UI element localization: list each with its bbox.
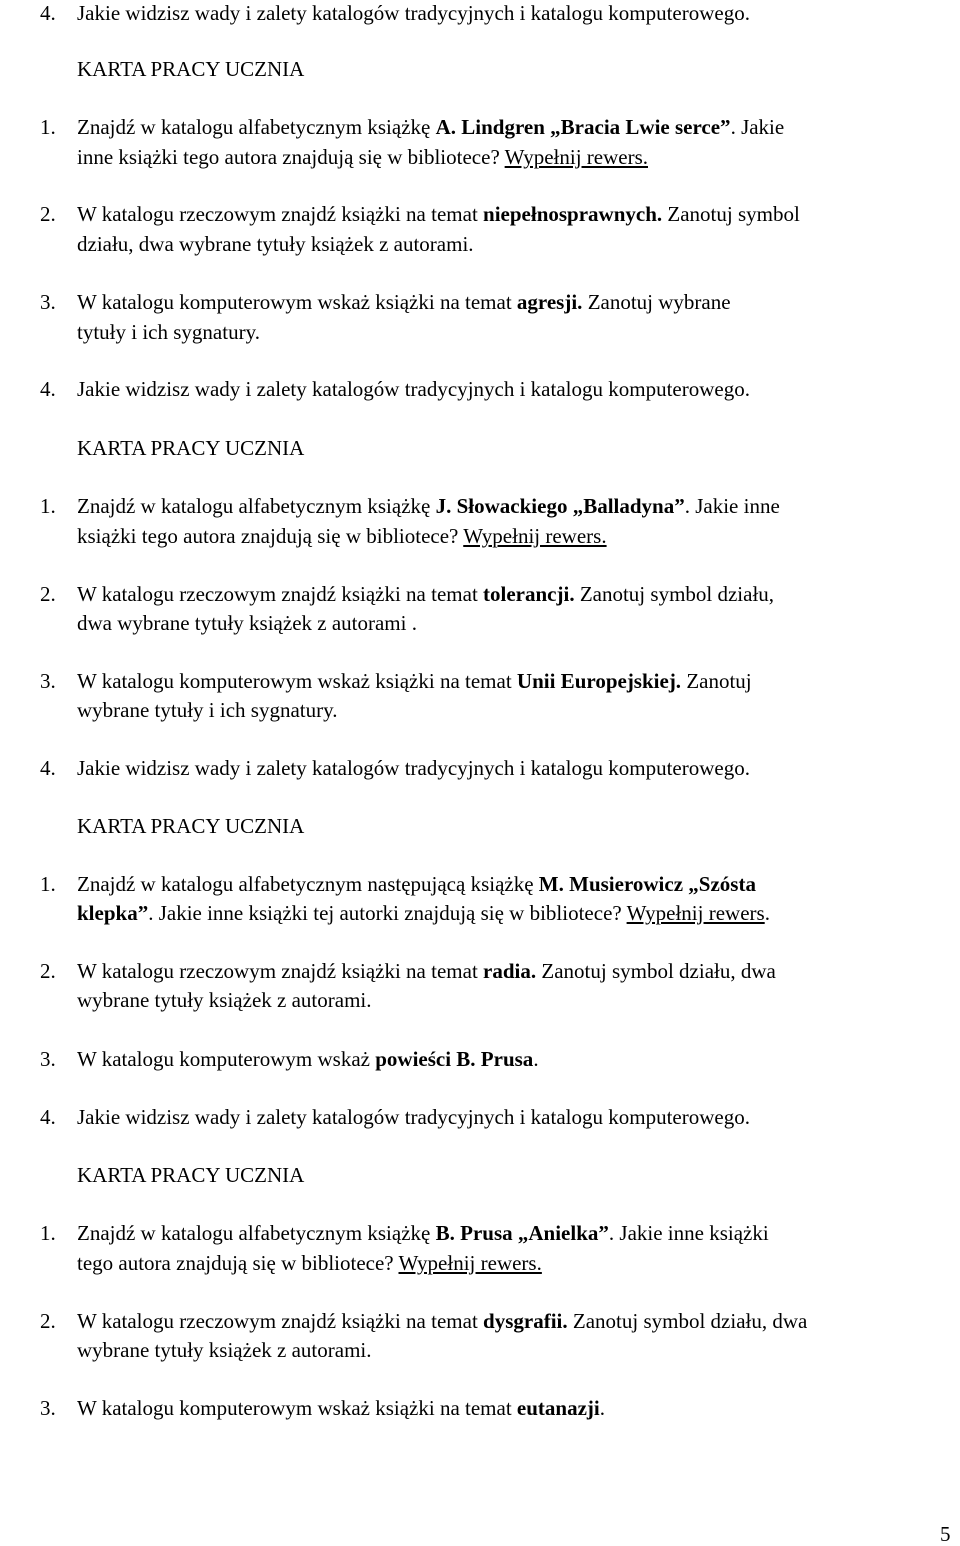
text-segment: inne książki tego autora znajdują się w bibliotece?	[77, 145, 505, 169]
text-segment: Znajdź w katalogu alfabetycznym następującą książkę	[77, 872, 539, 896]
text-segment: działu, dwa wybrane tytuły książek z autorami.	[77, 232, 474, 256]
item-text	[77, 320, 260, 344]
item-text	[77, 290, 731, 314]
text-segment: Znajdź w katalogu alfabetycznym książkę	[77, 115, 436, 139]
item-text	[77, 1251, 542, 1275]
bold-text: B. Prusa „Anielka”	[435, 1221, 609, 1245]
item-text	[77, 698, 338, 722]
text-segment: W katalogu rzeczowym znajdź książki na temat	[77, 582, 484, 606]
text-segment: Znajdź w katalogu alfabetycznym książkę	[77, 494, 436, 518]
item-text	[77, 1221, 769, 1245]
item-text	[77, 232, 474, 256]
text-segment: wybrane tytuły książek z autorami.	[77, 988, 372, 1012]
item-number: 1.	[40, 1221, 56, 1245]
text-segment: Jakie widzisz wady i zalety katalogów tradycyjnych i katalogu komputerowego.	[77, 756, 750, 780]
item-text	[77, 611, 417, 635]
item-number: 1.	[40, 115, 56, 139]
text-segment: Zanotuj symbol	[662, 202, 800, 226]
item-text	[77, 756, 750, 780]
text-segment: W katalogu rzeczowym znajdź książki na temat	[77, 202, 484, 226]
underlined-text: Wypełnij rewers.	[463, 524, 607, 548]
text-segment: W katalogu rzeczowym znajdź książki na temat	[77, 1309, 484, 1333]
item-text	[77, 1047, 539, 1071]
text-segment: . Jakie inne książki	[608, 1221, 769, 1245]
section-heading	[77, 57, 304, 81]
item-number: 2.	[40, 1309, 56, 1333]
item-text	[77, 1, 750, 25]
underlined-text: Wypełnij rewers	[626, 901, 765, 925]
text-segment: W katalogu komputerowym wskaż książki na temat	[77, 669, 517, 693]
item-number: 3.	[40, 669, 56, 693]
item-text	[77, 115, 784, 139]
item-text	[77, 1338, 371, 1362]
underlined-text: Wypełnij rewers.	[504, 145, 648, 169]
bold-text: dysgrafii.	[483, 1309, 568, 1333]
item-number: 3.	[40, 290, 56, 314]
text-segment: W katalogu komputerowym wskaż książki na temat	[77, 290, 517, 314]
bold-text: eutanazji	[516, 1396, 600, 1420]
text-segment: W katalogu komputerowym wskaż książki na temat	[77, 1396, 517, 1420]
item-text	[77, 1309, 807, 1333]
bold-text: powieści B. Prusa	[375, 1047, 534, 1071]
bold-text: M. Musierowicz „Szósta	[538, 872, 756, 896]
item-number: 4.	[40, 1105, 56, 1129]
bold-text: tolerancji.	[483, 582, 575, 606]
item-number: 1.	[40, 494, 56, 518]
text-segment: tego autora znajdują się w bibliotece?	[77, 1251, 399, 1275]
text-segment: KARTA PRACY UCZNIA	[77, 814, 305, 838]
item-text	[77, 988, 371, 1012]
text-segment: W katalogu rzeczowym znajdź książki na temat	[77, 959, 484, 983]
text-segment: wybrane tytuły i ich sygnatury.	[77, 698, 338, 722]
section-heading	[77, 436, 304, 460]
item-text	[77, 524, 607, 548]
section-heading	[77, 814, 304, 838]
item-number: 4.	[40, 756, 56, 780]
text-segment: Jakie widzisz wady i zalety katalogów tradycyjnych i katalogu komputerowego.	[77, 377, 750, 401]
item-number: 2.	[40, 582, 56, 606]
item-text	[77, 494, 780, 518]
item-text	[77, 901, 770, 925]
text-segment: Znajdź w katalogu alfabetycznym książkę	[77, 1221, 436, 1245]
text-segment: .	[764, 901, 770, 925]
text-segment: Zanotuj symbol działu,	[574, 582, 775, 606]
underlined-text: Wypełnij rewers.	[398, 1251, 542, 1275]
text-segment: Jakie widzisz wady i zalety katalogów tradycyjnych i katalogu komputerowego.	[77, 1105, 750, 1129]
bold-text: A. Lindgren „Bracia Lwie serce”	[435, 115, 731, 139]
item-number: 3.	[40, 1396, 56, 1420]
item-number: 4.	[40, 377, 56, 401]
item-text	[77, 959, 776, 983]
item-text	[77, 145, 648, 169]
text-segment: wybrane tytuły książek z autorami.	[77, 1338, 372, 1362]
item-number: 4.	[40, 1, 56, 25]
item-text	[77, 582, 774, 606]
item-text	[77, 1396, 605, 1420]
bold-text: niepełnosprawnych.	[483, 202, 663, 226]
text-segment: .	[533, 1047, 539, 1071]
text-segment: tytuły i ich sygnatury.	[77, 320, 260, 344]
item-number: 2.	[40, 959, 56, 983]
text-segment: KARTA PRACY UCZNIA	[77, 57, 305, 81]
text-segment: KARTA PRACY UCZNIA	[77, 436, 305, 460]
bold-text: agresji.	[516, 290, 583, 314]
text-segment: .	[599, 1396, 605, 1420]
bold-text: radia.	[483, 959, 537, 983]
text-segment: . Jakie inne	[684, 494, 780, 518]
section-heading	[77, 1163, 304, 1187]
text-segment: . Jakie	[730, 115, 785, 139]
page-number: 5	[940, 1522, 951, 1546]
text-segment: Zanotuj wybrane	[582, 290, 731, 314]
bold-text: Unii Europejskiej.	[516, 669, 682, 693]
item-number: 1.	[40, 872, 56, 896]
item-text	[77, 1105, 750, 1129]
item-text	[77, 669, 752, 693]
text-segment: książki tego autora znajdują się w bibliotece?	[77, 524, 464, 548]
item-text	[77, 872, 756, 896]
text-segment: . Jakie inne książki tej autorki znajdują się w bibliotece?	[148, 901, 627, 925]
text-segment: W katalogu komputerowym wskaż	[77, 1047, 376, 1071]
text-segment: dwa wybrane tytuły książek z autorami .	[77, 611, 417, 635]
bold-text: J. Słowackiego „Balladyna”	[435, 494, 685, 518]
text-segment: Zanotuj symbol działu, dwa	[567, 1309, 808, 1333]
item-text	[77, 202, 800, 226]
item-number: 2.	[40, 202, 56, 226]
item-text	[77, 377, 750, 401]
text-segment: Zanotuj symbol działu, dwa	[536, 959, 776, 983]
text-segment: Zanotuj	[681, 669, 752, 693]
item-number: 3.	[40, 1047, 56, 1071]
text-segment: Jakie widzisz wady i zalety katalogów tradycyjnych i katalogu komputerowego.	[77, 1, 750, 25]
text-segment: KARTA PRACY UCZNIA	[77, 1163, 305, 1187]
bold-text: klepka”	[77, 901, 149, 925]
